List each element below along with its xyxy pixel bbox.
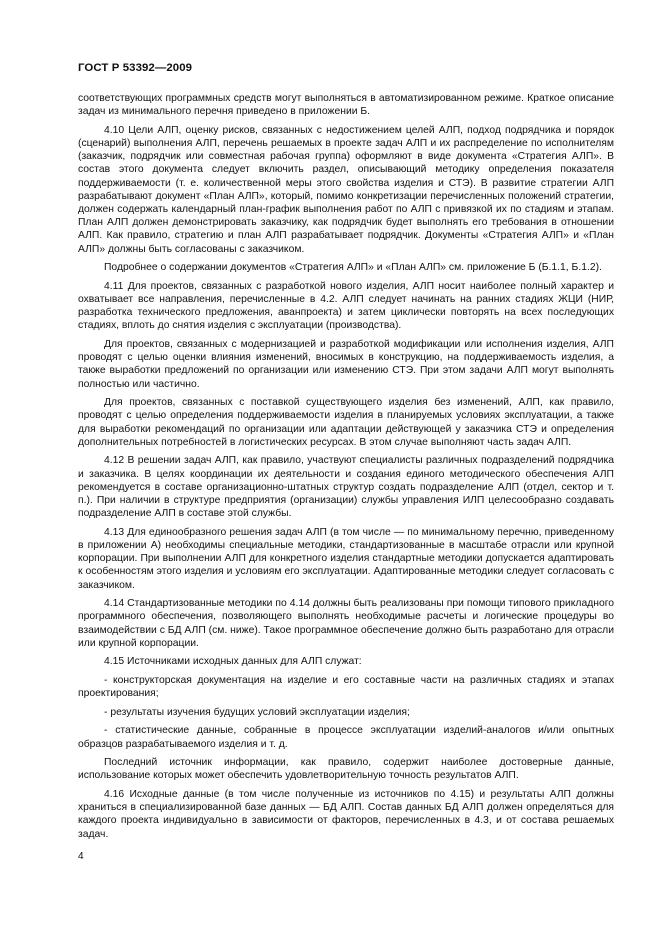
paragraph-4-14: 4.14 Стандартизованные методики по 4.14 должны быть реализованы при помощи типового прикладного программного обеспечения, позволяющего выполнять необходимые расчеты и логические процедуры во взаимодействии с БД АЛП (см. ниже). Такое программное обеспечение должно быть разработано для отрасли или крупной корпорации.: [78, 598, 614, 649]
paragraph-4-16: 4.16 Исходные данные (в том числе полученные из источников по 4.15) и результаты АЛП должны храниться в специализированной базе данных — БД АЛП. Состав данных БД АЛП должен определяться для каждого проекта индивидуально в зависимости от факторов, перечисленных в 4.3, и от состава решаемых задач.: [78, 789, 614, 840]
paragraph-4-11: 4.11 Для проектов, связанных с разработкой нового изделия, АЛП носит наиболее полный характер и охватывает все направления, перечисленные в 4.2. АЛП следует начинать на ранних стадиях ЖЦИ (НИР, разработка технического предложения, аванпроекта) и затем циклически повторять на всех последующих стадиях, вплоть до снятия изделия с эксплуатации (производства).: [78, 280, 614, 332]
paragraph-continuation: соответствующих программных средств могут выполняться в автоматизированном режиме. Краткое описание задач из минимального перечня приведено в приложении Б.: [78, 93, 614, 118]
paragraph-4-12: 4.12 В решении задач АЛП, как правило, участвуют специалисты различных подразделений подрядчика и заказчика. В целях координации их деятельности и создания единого методического обеспечения АЛП рекомендуется в составе организационно-штатных структур создать подразделение АЛП (отдел, сектор и т. п.). При наличии в структуре предприятия (организации) службы управления ИЛП целесообразно создавать подразделение АЛП в составе этой службы.: [78, 455, 614, 520]
standard-header: ГОСТ Р 53392—2009: [78, 62, 193, 74]
paragraph-4-10-note: Подробнее о содержании документов «Стратегия АЛП» и «План АЛП» см. приложение Б (Б.1.1, Б.1.2).: [104, 262, 602, 274]
paragraph-4-15: 4.15 Источниками исходных данных для АЛП служат:: [104, 656, 362, 668]
paragraph-4-11-supply: Для проектов, связанных с поставкой существующего изделия без изменений, АЛП, как правило, проводят с целью определения поддерживаемости изделия в планируемых условиях эксплуатации, а также для выработки рекомендаций по организации или адаптации действующей у заказчика СТЭ и определения дополнительных потребностей в логистических ресурсах. В этом случае выполняют часть задач АЛП.: [78, 397, 614, 448]
paragraph-4-11-modernization: Для проектов, связанных с модернизацией и разработкой модификации или исполнения изделия, АЛП проводят с целью оценки влияния изменений, вносимых в конструкцию, на поддерживаемость изделия, а также выработки предложений по организации или изменению СТЭ. При этом задачи АЛП могут выполнять полностью или частично.: [78, 339, 614, 390]
paragraph-4-13: 4.13 Для единообразного решения задач АЛП (в том числе — по минимальному перечню, приведенному в приложении А) необходимы специальные методики, стандартизованные в масштабе отрасли или крупной корпорации. При выполнении АЛП для конкретного изделия стандартные методики допускается адаптировать к особенностям этого изделия и условиям его эксплуатации. Адаптированные методики следует согласовать с заказчиком.: [78, 526, 614, 591]
list-item-statistics: - статистические данные, собранные в процессе эксплуатации изделий-аналогов и/или опытных образцов разрабатываемого изделия и т. д.: [78, 725, 614, 750]
list-item-conditions: - результаты изучения будущих условий эксплуатации изделия;: [104, 706, 410, 718]
document-body: [78, 92, 614, 846]
list-item-design-docs: - конструкторская документация на изделие и его составные части на различных стадиях и этапах проектирования;: [78, 675, 614, 700]
paragraph-4-15-note: Последний источник информации, как правило, содержит наиболее достоверные данные, использование которых может обеспечить удовлетворительную точность результатов АЛП.: [78, 757, 614, 782]
paragraph-4-10: 4.10 Цели АЛП, оценку рисков, связанных с недостижением целей АЛП, подход подрядчика и порядок (сценарий) выполнения АЛП, перечень решаемых в проекте задач АЛП и их распределение по исполнителям (заказчик, подрядчик или совместная рабочая группа) оформляют в виде документа «Стратегия АЛП». В состав этого документа следует включить раздел, описывающий методику определения показателя поддерживаемости (т. е. количественной меры этого свойства изделия и СТЭ). В развитие стратегии АЛП разрабатывают документ «План АЛП», который, помимо конкретизации перечисленных положений стратегии, должен содержать календарный план-график выполнения работ по АЛП с привязкой их по стадиям и этапам. План АЛП должен демонстрировать заказчику, как подрядчик будет выполнять его требования в отношении АЛП. Как правило, стратегию и план АЛП разрабатывает подрядчик. Документы «Стратегия АЛП» и «План АЛП» должны быть согласованы с заказчиком.: [78, 124, 614, 255]
page-number: 4: [78, 851, 84, 862]
